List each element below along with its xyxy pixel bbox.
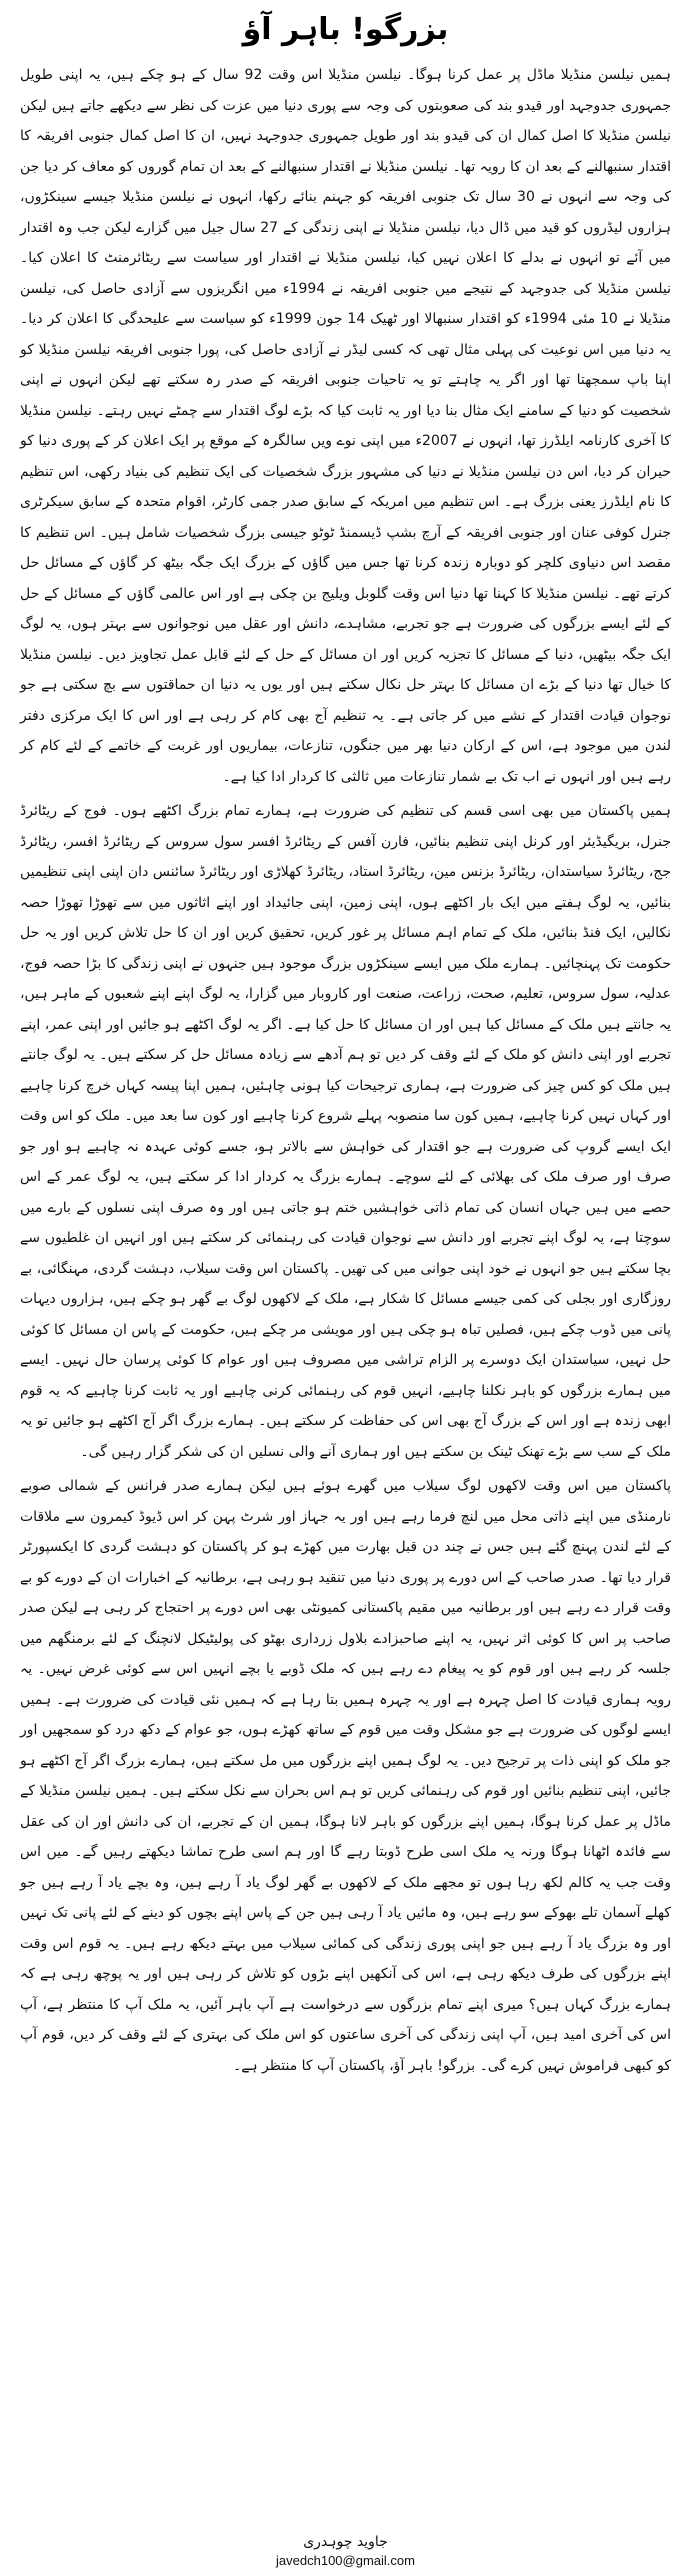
author-name: جاوید چوہدری: [303, 2534, 388, 2550]
article-paragraph: ہمیں نیلسن منڈیلا ماڈل پر عمل کرنا ہوگا۔ نیلسن منڈیلا اس وقت 92 سال کے ہو چکے ہیں، یہ اپنی طویل جمہوری جدوجہد اور قیدو بند کی صعوبتوں کی وجہ سے پوری دنیا میں عزت کی نظر سے دیکھے جاتے ہیں لیکن نیلسن منڈیلا کا اصل کمال ان کی قیدو بند اور طویل جمہوری جدوجہد نہیں، ان کا اصل کمال جنوبی افریقہ کا اقتدار سنبھالنے کے بعد ان کا رویہ تھا۔ نیلسن منڈیلا نے اقتدار سنبھالنے کے بعد ان تمام گوروں کو معاف کر دیا جن کی وجہ سے انہوں نے 30 سال تک جنوبی افریقہ کو جہنم بنائے رکھا، انہوں نے نیلسن منڈیلا جیسے سینکڑوں، ہزاروں لیڈروں کو قید میں ڈال دیا، نیلسن منڈیلا نے اپنی زندگی کے 27 سال جیل میں گزارے لیکن جب وہ اقتدار میں آئے تو انہوں نے بدلے کا اعلان نہیں کیا، نیلسن منڈیلا نے اقتدار اور سیاست سے ریٹائرمنٹ کا اعلان کیا۔ نیلسن منڈیلا کی جدوجہد کے نتیجے میں جنوبی افریقہ نے 1994ء میں انگریزوں سے آزادی حاصل کی، نیلسن منڈیلا نے 10 مئی 1994ء کو اقتدار سنبھالا اور ٹھیک 14 جون 1999ء کو سیاست سے علیحدگی کا اعلان کر دیا۔ یہ دنیا میں اس نوعیت کی پہلی مثال تھی کہ کسی لیڈر نے آزادی حاصل کی، پورا جنوبی افریقہ نیلسن منڈیلا کو اپنا باپ سمجھتا تھا اور اگر یہ چاہتے تو یہ تاحیات جنوبی افریقہ کے صدر رہ سکتے تھے لیکن انہوں نے اپنی شخصیت کو دنیا کے سامنے ایک مثال بنا دیا اور یہ ثابت کیا کہ بڑے لوگ اقتدار سے چمٹے نہیں رہتے۔ نیلسن منڈیلا کا آخری کارنامہ ایلڈرز تھا، انہوں نے 2007ء میں اپنی نوے ویں سالگرہ کے موقع پر ایک اعلان کر کے پوری دنیا کو حیران کر دیا، اس دن نیلسن منڈیلا نے دنیا کی مشہور بزرگ شخصیات کی ایک تنظیم کی بنیاد رکھی، اس تنظیم کا نام ایلڈرز یعنی بزرگ ہے۔ اس تنظیم میں امریکہ کے سابق صدر جمی کارٹر، اقوام متحدہ کے سابق سیکرٹری جنرل کوفی عنان اور جنوبی افریقہ کے آرچ بشپ ڈیسمنڈ ٹوٹو جیسی بزرگ شخصیات شامل ہیں۔ اس تنظیم کا مقصد اس دنیاوی کلچر کو دوبارہ زندہ کرنا تھا جس میں گاؤں کے بزرگ ایک جگہ بیٹھ کر گاؤں کے مسائل حل کرتے تھے۔ نیلسن منڈیلا کا کہنا تھا دنیا اس وقت گلوبل ویلیج بن چکی ہے اور اس عالمی گاؤں کے مسائل کے حل کے لئے ایسے بزرگوں کی ضرورت ہے جو تجربے، مشاہدے، دانش اور عقل میں نوجوانوں سے بہتر ہوں، یہ لوگ ایک جگہ بیٹھیں، دنیا کے مسائل کا تجزیہ کریں اور ان مسائل کے حل کے لئے قابل عمل تجاویز دیں۔ نیلسن منڈیلا کا خیال تھا دنیا کے بڑے ان مسائل کا بہتر حل نکال سکتے ہیں اور یوں یہ دنیا ان حماقتوں سے بچ سکتی ہے جو نوجوان قیادت اقتدار کے نشے میں کر جاتی ہے۔ یہ تنظیم آج بھی کام کر رہی ہے اور اس کا ایک مرکزی دفتر لندن میں موجود ہے، اس کے ارکان دنیا بھر میں جنگوں، تنازعات، بیماریوں اور غربت کے خاتمے کے لئے کام کر رہے ہیں اور انہوں نے اب تک بے شمار تنازعات میں ثالثی کا کردار ادا کیا ہے۔: [20, 67, 672, 785]
article-paragraph: ہمیں پاکستان میں بھی اسی قسم کی تنظیم کی ضرورت ہے، ہمارے تمام بزرگ اکٹھے ہوں۔ فوج کے ریٹائرڈ جنرل، بریگیڈیئر اور کرنل اپنی تنظیم بنائیں، فارن آفس کے ریٹائرڈ افسر سول سروس کے ریٹائرڈ افسر، ریٹائرڈ جج، ریٹائرڈ سیاستدان، ریٹائرڈ بزنس مین، ریٹائرڈ استاد، ریٹائرڈ کھلاڑی اور ریٹائرڈ سائنس دان اپنی اپنی تنظیمیں بنائیں، یہ لوگ ہفتے میں ایک بار اکٹھے ہوں، اپنی زمین، اپنی جائیداد اور اپنے اثاثوں میں سے تھوڑا تھوڑا حصہ نکالیں، ایک فنڈ بنائیں، ملک کے تمام اہم مسائل پر غور کریں، تحقیق کریں اور ان کا حل تلاش کریں اور یہ حل حکومت تک پہنچائیں۔ ہمارے ملک میں ایسے سینکڑوں بزرگ موجود ہیں جنہوں نے اپنی زندگی کا بڑا حصہ فوج، عدلیہ، سول سروس، تعلیم، صحت، زراعت، صنعت اور کاروبار میں گزارا، یہ لوگ اپنے اپنے شعبوں کے ماہر ہیں، یہ جانتے ہیں ملک کے مسائل کیا ہیں اور ان مسائل کا حل کیا ہے۔ اگر یہ لوگ اکٹھے ہو جائیں اور اپنی عمر، اپنے تجربے اور اپنی دانش کو ملک کے لئے وقف کر دیں تو ہم آدھے سے زیادہ مسائل حل کر سکتے ہیں۔ یہ لوگ جانتے ہیں ملک کو کس چیز کی ضرورت ہے، ہماری ترجیحات کیا ہونی چاہئیں، ہمیں اپنا پیسہ کہاں خرچ کرنا چاہیے اور کہاں نہیں کرنا چاہیے، ہمیں کون سا منصوبہ پہلے شروع کرنا چاہیے اور کون سا بعد میں۔ ملک کو اس وقت ایک ایسے گروپ کی ضرورت ہے جو اقتدار کی خواہش سے بالاتر ہو، جسے کوئی عہدہ نہ چاہیے ہو اور جو صرف اور صرف ملک کی بھلائی کے لئے سوچے۔ ہمارے بزرگ یہ کردار ادا کر سکتے ہیں، یہ لوگ عمر کے اس حصے میں ہیں جہاں انسان کی تمام ذاتی خواہشیں ختم ہو جاتی ہیں اور وہ صرف اپنی نسلوں کے بارے میں سوچتا ہے، یہ لوگ اپنے تجربے اور دانش سے نوجوان قیادت کی رہنمائی کر سکتے ہیں اور انہیں ان غلطیوں سے بچا سکتے ہیں جو انہوں نے خود اپنی جوانی میں کی تھیں۔ پاکستان اس وقت سیلاب، دہشت گردی، مہنگائی، بے روزگاری اور بجلی کی کمی جیسے مسائل کا شکار ہے، ملک کے لاکھوں لوگ بے گھر ہو چکے ہیں، ہزاروں دیہات پانی میں ڈوب چکے ہیں، فصلیں تباہ ہو چکی ہیں اور مویشی مر چکے ہیں، حکومت کے پاس ان مسائل کا کوئی حل نہیں، سیاستدان ایک دوسرے پر الزام تراشی میں مصروف ہیں اور عوام کا کوئی پرسان حال نہیں۔ ایسے میں ہمارے بزرگوں کو باہر نکلنا چاہیے، انہیں قوم کی رہنمائی کرنی چاہیے اور یہ ثابت کرنا چاہیے کہ یہ قوم ابھی زندہ ہے اور اس کے بزرگ آج بھی اس کی حفاظت کر سکتے ہیں۔ ہمارے بزرگ اگر آج اکٹھے ہو جائیں تو یہ ملک کے سب سے بڑے تھنک ٹینک بن سکتے ہیں اور ہماری آنے والی نسلیں ان کی شکر گزار رہیں گی۔: [20, 803, 671, 1460]
article-paragraph: پاکستان میں اس وقت لاکھوں لوگ سیلاب میں گھرے ہوئے ہیں لیکن ہمارے صدر فرانس کے شمالی صوبے نارمنڈی میں اپنے ذاتی محل میں لنچ فرما رہے ہیں اور یہ جہاز اور شرٹ پہن کر اس ڈیوڈ کیمرون سے ملاقات کے لئے لندن پہنچ گئے ہیں جس نے چند دن قبل بھارت میں کھڑے ہو کر پاکستان کو دہشت گردی کا ایکسپورٹر قرار دیا تھا۔ صدر صاحب کے اس دورے پر پوری دنیا میں تنقید ہو رہی ہے، برطانیہ کے اخبارات ان کے دورے کو بے وقت قرار دے رہے ہیں اور برطانیہ میں مقیم پاکستانی کمیونٹی بھی اس دورے پر احتجاج کر رہی ہے لیکن صدر صاحب پر اس کا کوئی اثر نہیں، یہ اپنے صاحبزادے بلاول زرداری بھٹو کی پولیٹیکل لانچنگ کے لئے برمنگھم میں جلسہ کر رہے ہیں اور قوم کو یہ پیغام دے رہے ہیں کہ ملک ڈوبے یا بچے انہیں اس سے کوئی غرض نہیں۔ یہ رویہ ہماری قیادت کا اصل چہرہ ہے اور یہ چہرہ ہمیں بتا رہا ہے کہ ہمیں نئی قیادت کی ضرورت ہے۔ ہمیں ایسے لوگوں کی ضرورت ہے جو مشکل وقت میں قوم کے ساتھ کھڑے ہوں، جو عوام کے دکھ درد کو سمجھیں اور جو ملک کو اپنی ذات پر ترجیح دیں۔ یہ لوگ ہمیں اپنے بزرگوں میں مل سکتے ہیں، ہمارے بزرگ اگر آج اکٹھے ہو جائیں، اپنی تنظیم بنائیں اور قوم کی رہنمائی کریں تو ہم اس بحران سے نکل سکتے ہیں۔ ہمیں نیلسن منڈیلا کے ماڈل پر عمل کرنا ہوگا، ہمیں اپنے بزرگوں کو باہر لانا ہوگا، ہمیں ان کے تجربے، ان کی دانش اور ان کی عقل سے فائدہ اٹھانا ہوگا ورنہ یہ ملک اسی طرح ڈوبتا رہے گا اور ہم اسی طرح تماشا دیکھتے رہیں گے۔ میں اس وقت جب یہ کالم لکھ رہا ہوں تو مجھے ملک کے لاکھوں بے گھر لوگ یاد آ رہے ہیں، وہ بچے یاد آ رہے ہیں جو کھلے آسمان تلے بھوکے سو رہے ہیں، وہ مائیں یاد آ رہی ہیں جن کے پاس اپنے بچوں کو دینے کے لئے پانی تک نہیں اور وہ بزرگ یاد آ رہے ہیں جو اپنی پوری زندگی کی کمائی سیلاب میں بہتے دیکھ رہے ہیں۔ یہ قوم اس وقت اپنے بزرگوں کی طرف دیکھ رہی ہے، اس کی آنکھیں اپنے بڑوں کو تلاش کر رہی ہیں اور یہ پوچھ رہی ہے کہ ہمارے بزرگ کہاں ہیں؟ میری اپنے تمام بزرگوں سے درخواست ہے آپ باہر آئیں، یہ ملک آپ کا منتظر ہے، آپ اس کی آخری امید ہیں، آپ اپنی زندگی کی آخری ساعتوں کو اس ملک کی بہتری کے لئے وقف کر دیں، قوم آپ کو کبھی فراموش نہیں کرے گی۔ بزرگو! باہر آؤ، پاکستان آپ کا منتظر ہے۔: [20, 1478, 671, 2074]
byline: [0, 2532, 691, 2570]
article-title: بزرگو! باہر آؤ: [242, 12, 449, 47]
article-body: [20, 60, 671, 2081]
author-email[interactable]: javedch100@gmail.com: [276, 2553, 415, 2568]
